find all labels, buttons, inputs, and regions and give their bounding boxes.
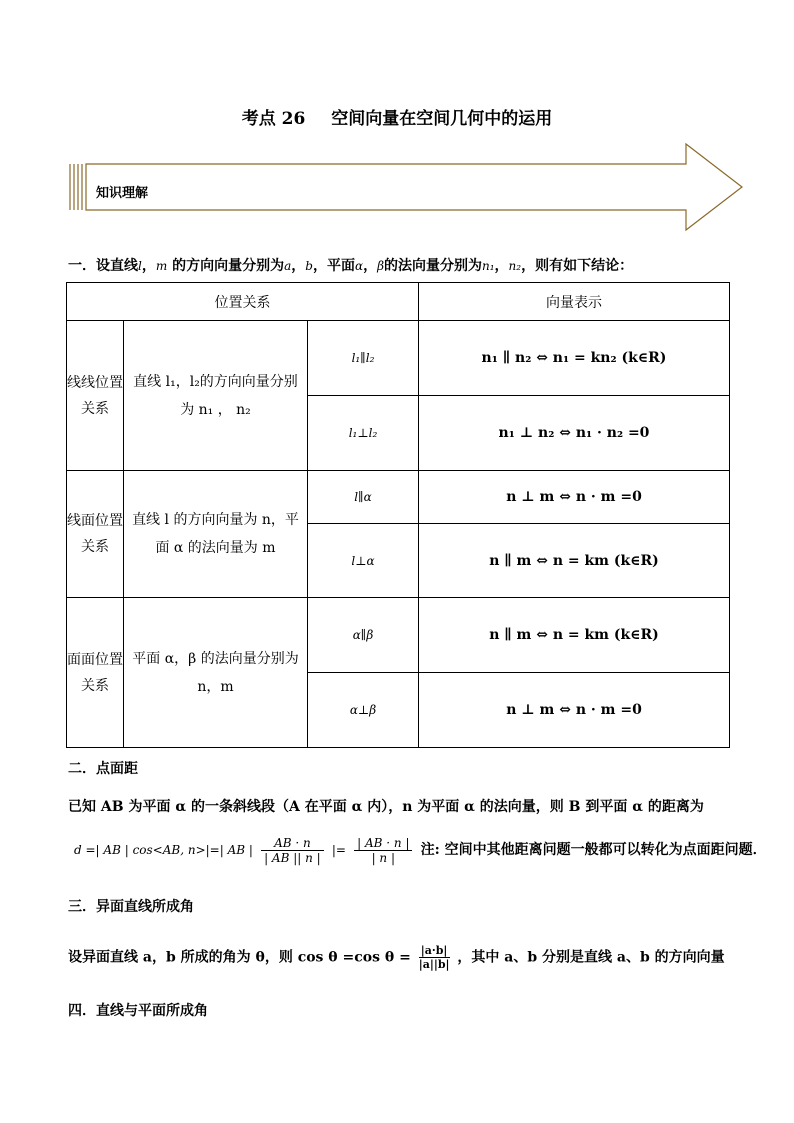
relation-cell: α∥β [308,598,419,673]
page-title [0,104,794,129]
section2-statement: 已知 AB 为平面 α 的一条斜线段（A 在平面 α 内），n 为平面 α 的法向量，则 B 到平面 α 的距离为 [68,799,704,815]
description-line-line: 直线 l₁，l₂的方向向量分别为 n₁ ， n₂ [124,321,308,471]
vector-cell: n₁ ⊥ n₂ ⇔ n₁ · n₂ =0 [419,396,730,471]
description-plane-plane: 平面 α，β 的法向量分别为 n，m [124,598,308,748]
category-line-plane: 线面位置关系 [67,471,124,598]
header-vector: 向量表示 [419,283,730,321]
vector-cell: n ⊥ m ⇔ n · m =0 [419,471,730,524]
banner-label: 知识理解 [96,186,149,201]
vector-cell: n ∥ m ⇔ n = km (k∈R) [419,524,730,598]
relation-cell: α⊥β [308,673,419,748]
section4-heading: 四．直线与平面所成角 [68,1003,208,1019]
section1-heading: 一．设直线l，m 的方向向量分别为a，b，平面α，β的法向量分别为n₁，n₂，则有如下结论： [68,258,634,274]
section3-statement: 设异面直线 a，b 所成的角为 θ，则 cos θ =cos θ = $\frac{|a\cdot b|}{|a||b|}$ ，其中 a、b 分别是直线 a、b 的方向向量 [68,944,725,971]
category-plane-plane: 面面位置关系 [67,598,124,748]
topic-name: 空间向量在空间几何中的运用 [331,109,553,129]
fraction: $\frac{AB \cdot n}{| AB || n |}$ [261,836,324,865]
vector-cell: n ∥ m ⇔ n = km (k∈R) [419,598,730,673]
relation-cell: l⊥α [308,524,419,598]
section3-heading: 三．异面直线所成角 [68,899,194,915]
banner-arrow [66,140,746,236]
relation-cell: l₁∥l₂ [308,321,419,396]
vector-cell: n₁ ∥ n₂ ⇔ n₁ = kn₂ (k∈R) [419,321,730,396]
relation-table [66,282,730,748]
header-position: 位置关系 [67,283,419,321]
vector-cell: n ⊥ m ⇔ n · m =0 [419,673,730,748]
category-line-line: 线线位置关系 [67,321,124,471]
fraction: $\frac{| AB \cdot n |}{| n |}$ [354,836,412,865]
relation-cell: l₁⊥l₂ [308,396,419,471]
distance-note: 注: 空间中其他距离问题一般都可以转化为点面距问题． [420,842,767,858]
topic-number: 考点 26 [241,109,306,129]
description-line-plane: 直线 l 的方向向量为 n，平面 α 的法向量为 m [124,471,308,598]
section2-heading: 二．点面距 [68,761,138,777]
relation-cell: l∥α [308,471,419,524]
angle-fraction: $\frac{|a\cdot b|}{|a||b|}$ [418,944,450,971]
distance-formula: d =| AB | cos<AB, n>|=| AB | $\frac{AB \cdot n}{| AB || n |}$ |= $\frac{| AB \cdot n |}{| n |}$ 注: 空间中其他距离问题一般都可以转化为点面距问题． [74,836,767,865]
